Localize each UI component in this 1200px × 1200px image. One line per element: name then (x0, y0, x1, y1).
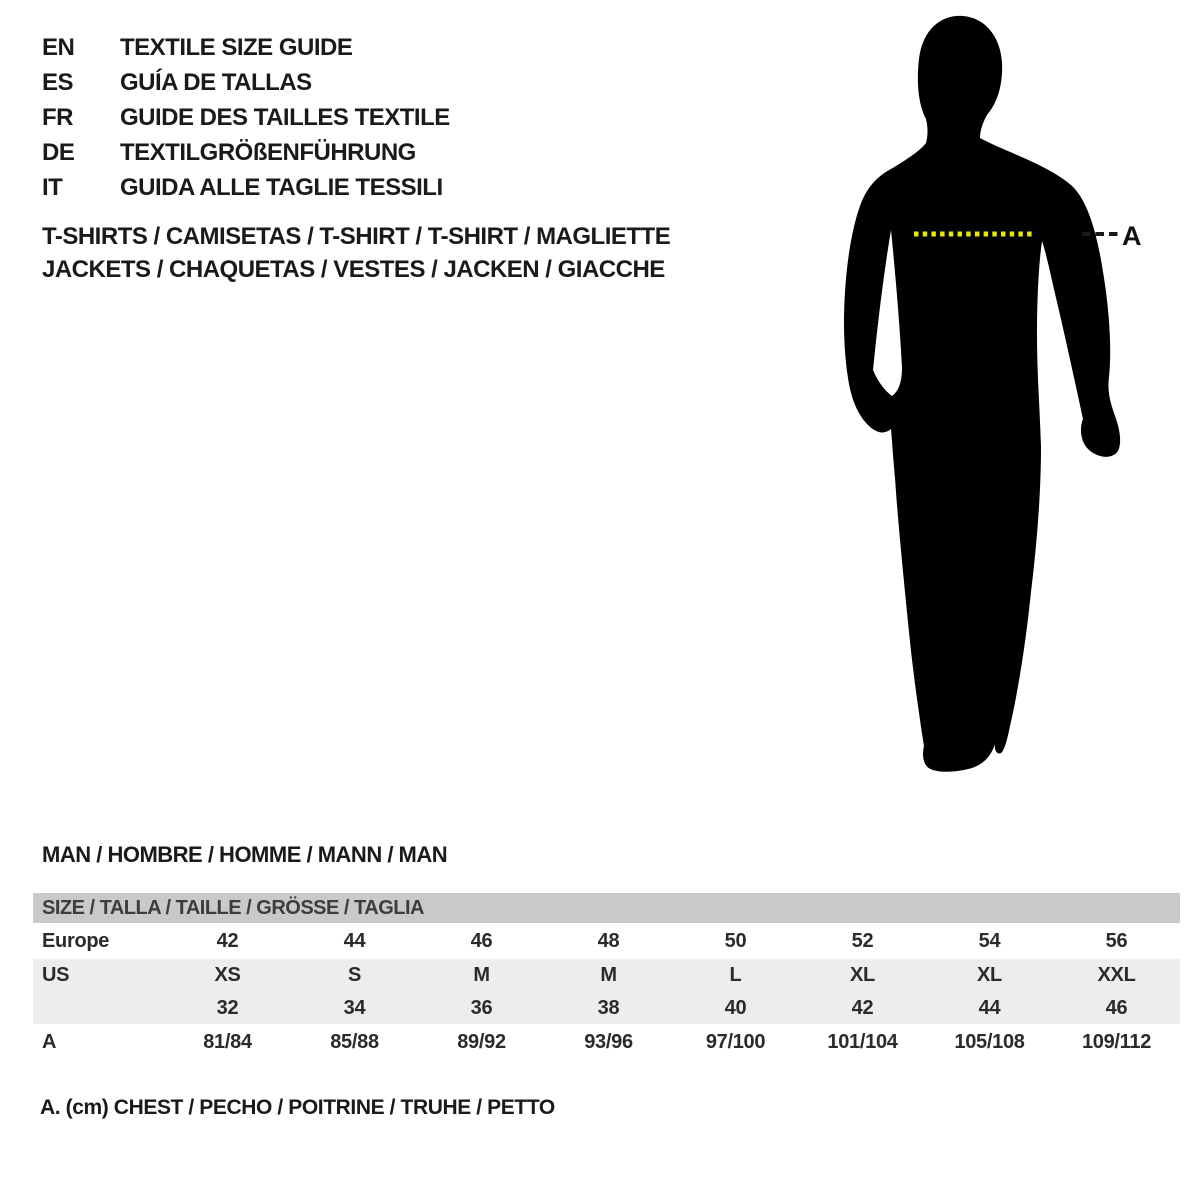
size-cell: 44 (343, 929, 366, 952)
table-row-us (33, 959, 1180, 992)
language-code: EN (42, 33, 75, 61)
size-cell: 52 (851, 929, 874, 952)
guide-title: GUIDE DES TAILLES TEXTILE (120, 103, 450, 131)
guide-title: TEXTILGRÖßENFÜHRUNG (120, 138, 416, 166)
guide-title: TEXTILE SIZE GUIDE (120, 33, 353, 61)
size-cell: XS (214, 964, 241, 986)
product-line-jackets: JACKETS / CHAQUETAS / VESTES / JACKEN / GIACCHE (42, 256, 665, 283)
product-line-tshirts: T-SHIRTS / CAMISETAS / T-SHIRT / T-SHIRT / MAGLIETTE (42, 223, 671, 250)
table-row-chest-a (33, 1024, 1180, 1060)
size-cell: 34 (343, 996, 366, 1019)
size-cell: 81/84 (203, 1030, 252, 1053)
size-cell: 85/88 (330, 1030, 379, 1053)
size-cell: XL (850, 964, 875, 986)
size-cell: 89/92 (457, 1030, 506, 1053)
language-code: DE (42, 138, 75, 166)
man-silhouette (844, 16, 1120, 772)
language-code: FR (42, 103, 73, 131)
language-code: IT (42, 173, 63, 201)
size-cell: 36 (470, 996, 493, 1019)
size-cell: XL (977, 964, 1002, 986)
size-cell: 42 (851, 996, 874, 1019)
table-row-numeric (33, 992, 1180, 1024)
size-cell: 97/100 (705, 1030, 766, 1053)
size-cell: 40 (724, 996, 747, 1019)
size-cell: 50 (724, 929, 747, 952)
size-cell: 44 (978, 996, 1001, 1019)
guide-title: GUIDA ALLE TAGLIE TESSILI (120, 173, 443, 201)
size-table-header: SIZE / TALLA / TAILLE / GRÖSSE / TAGLIA (33, 893, 1180, 923)
size-cell: 46 (1105, 996, 1128, 1019)
guide-title: GUÍA DE TALLAS (120, 68, 312, 96)
size-cell: 38 (597, 996, 620, 1019)
language-code: ES (42, 68, 74, 96)
row-label: A (42, 1030, 57, 1053)
row-label: US (42, 964, 70, 986)
measure-label-a: A (1122, 221, 1142, 251)
size-cell: M (473, 964, 490, 986)
size-table (33, 893, 1180, 1060)
measurement-footnote: A. (cm) CHEST / PECHO / POITRINE / TRUHE / PETTO (40, 1096, 555, 1119)
size-cell: XXL (1097, 964, 1136, 986)
size-cell: 105/108 (954, 1030, 1025, 1053)
size-cell: 56 (1105, 929, 1128, 952)
size-cell: 54 (978, 929, 1001, 952)
section-title-man: MAN / HOMBRE / HOMME / MANN / MAN (42, 842, 448, 867)
size-cell: 109/112 (1081, 1030, 1152, 1053)
size-cell: 32 (216, 996, 239, 1019)
size-cell: 46 (470, 929, 493, 952)
size-cell: M (600, 964, 617, 986)
size-cell: 48 (597, 929, 620, 952)
size-cell: 42 (216, 929, 239, 952)
size-cell: 101/104 (827, 1030, 898, 1053)
table-row-europe (33, 923, 1180, 959)
row-label: Europe (42, 929, 110, 952)
size-cell: L (729, 964, 742, 986)
size-cell: S (347, 964, 362, 986)
size-cell: 93/96 (584, 1030, 633, 1053)
